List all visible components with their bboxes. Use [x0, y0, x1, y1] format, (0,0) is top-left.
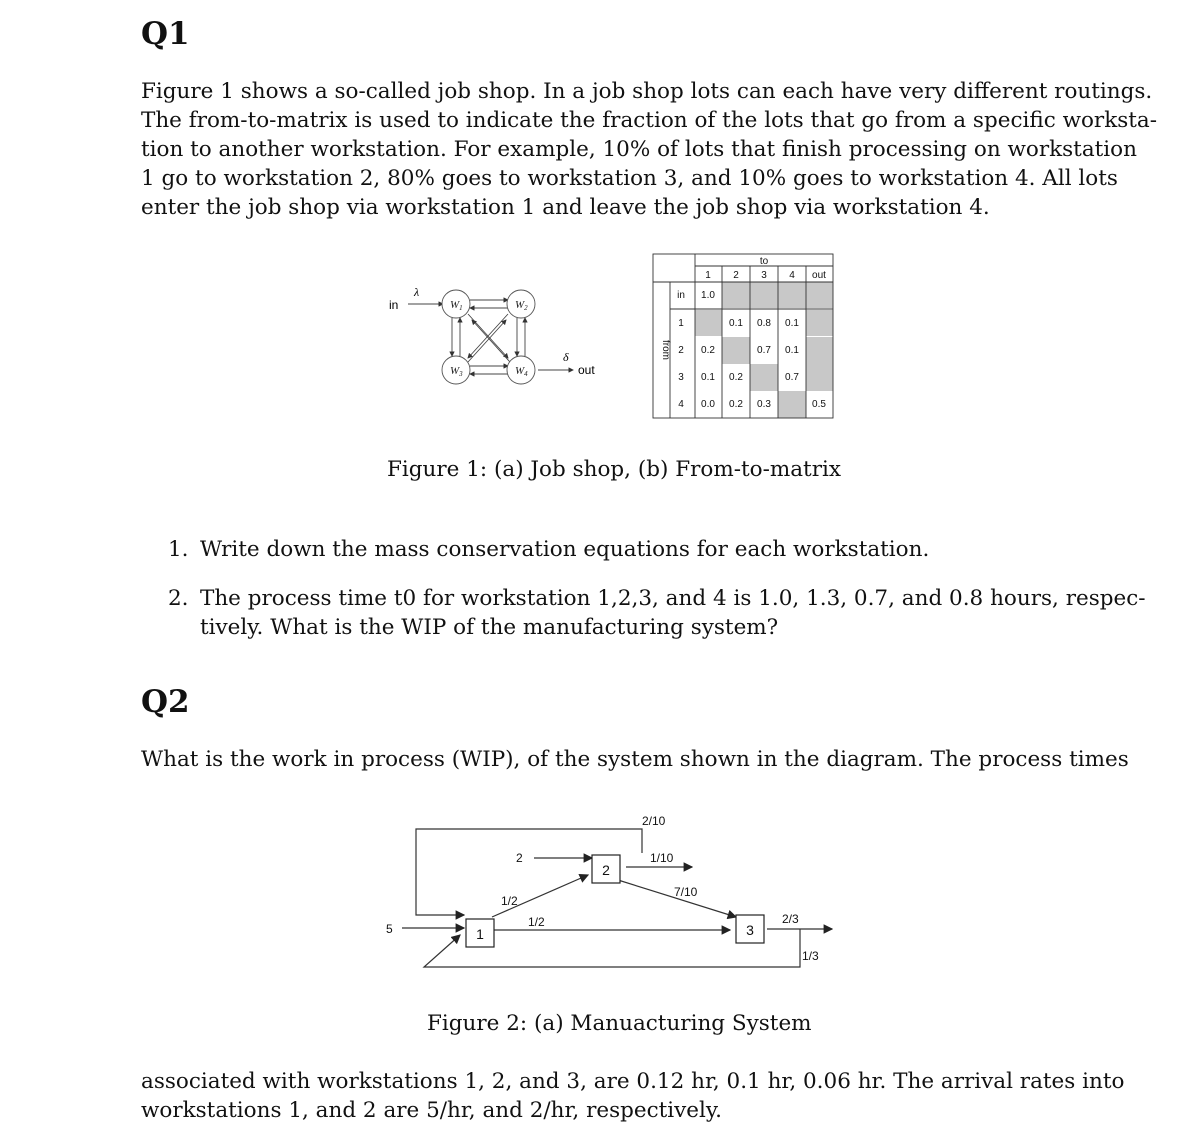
matrix-cell: 0.8: [757, 318, 771, 329]
lambda-label: λ: [414, 285, 420, 299]
matrix-cell: 0.7: [757, 345, 771, 356]
matrix-cell: 0.2: [701, 345, 715, 356]
matrix-cell: 0.5: [812, 399, 826, 410]
intro-line: What is the work in process (WIP), of the system shown in the diagram. The process times: [141, 747, 1129, 772]
question-text: Write down the mass conservation equations for each workstation.: [200, 537, 930, 562]
flow-label: 7/10: [674, 885, 698, 899]
matrix-cell: 1.0: [701, 290, 715, 301]
intro-line: 1 go to workstation 2, 80% goes to workstation 3, and 10% goes to workstation 4. All lots: [141, 166, 1118, 191]
node-label: W4: [515, 365, 528, 378]
matrix-col-header: out: [812, 270, 826, 281]
question-number: 1.: [168, 537, 189, 562]
matrix-from-label: from: [660, 340, 671, 360]
q2-closing: [141, 1067, 1125, 1125]
figure-2-caption: Figure 2: (a) Manuacturing System: [427, 1011, 812, 1036]
question-text: tively. What is the WIP of the manufacturing system?: [200, 615, 779, 640]
matrix-row-label: in: [677, 290, 685, 301]
intro-line: The from-to-matrix is used to indicate the fraction of the lots that go from a specific worksta-: [141, 108, 1157, 133]
flow-label: 2/3: [782, 912, 799, 926]
question-item: [168, 535, 1078, 564]
matrix-cell: 0.3: [757, 399, 771, 410]
matrix-col-header: 1: [705, 270, 711, 281]
node-label: W3: [450, 365, 463, 378]
closing-line: workstations 1, and 2 are 5/hr, and 2/hr, respectively.: [141, 1098, 723, 1123]
matrix-row-label: 1: [678, 318, 684, 329]
workstation-label: 3: [746, 922, 754, 938]
q1-intro: [141, 77, 1157, 222]
matrix-to-label: to: [759, 256, 769, 267]
q1-heading: Q1: [141, 16, 190, 52]
matrix-row-label: 4: [678, 399, 684, 410]
workstation-label: 2: [602, 862, 610, 878]
matrix-cell: 0.1: [785, 345, 799, 356]
question-number: 2.: [168, 586, 189, 611]
matrix-cell: 0.2: [729, 372, 743, 383]
flow-label: 2/10: [642, 814, 666, 828]
matrix-cell: 0.1: [785, 318, 799, 329]
matrix-cell: 0.0: [701, 399, 715, 410]
jobshop-out-label: out: [578, 363, 595, 377]
figure-1-caption: Figure 1: (a) Job shop, (b) From-to-matrix: [387, 457, 841, 482]
intro-line: Figure 1 shows a so-called job shop. In a job shop lots can each have very different routings.: [141, 79, 1153, 104]
manufacturing-diagram: [380, 805, 840, 975]
flow-label: 2: [516, 851, 523, 865]
matrix-cell: 0.1: [729, 318, 743, 329]
question-item: [168, 584, 1146, 642]
delta-label: δ: [563, 350, 569, 364]
q2-heading: Q2: [141, 684, 190, 720]
flow-label: 1/10: [650, 851, 674, 865]
flow-label: 1/3: [802, 949, 819, 963]
matrix-row-label: 3: [678, 372, 684, 383]
node-label: W2: [515, 299, 528, 312]
matrix-cell: 0.2: [729, 399, 743, 410]
from-to-matrix: [650, 252, 840, 422]
q2-intro: [141, 745, 1129, 774]
matrix-cell: 0.1: [701, 372, 715, 383]
jobshop-diagram: [380, 278, 610, 388]
matrix-col-header: 2: [733, 270, 739, 281]
node-label: W1: [450, 299, 463, 312]
jobshop-in-label: in: [389, 298, 399, 312]
matrix-row-label: 2: [678, 345, 684, 356]
question-text: The process time t0 for workstation 1,2,3, and 4 is 1.0, 1.3, 0.7, and 0.8 hours, respec-: [200, 586, 1146, 611]
flow-label: 5: [386, 922, 393, 936]
matrix-col-header: 4: [789, 270, 795, 281]
flow-label: 1/2: [528, 915, 545, 929]
closing-line: associated with workstations 1, 2, and 3, are 0.12 hr, 0.1 hr, 0.06 hr. The arrival rates into: [141, 1069, 1125, 1094]
intro-line: tion to another workstation. For example, 10% of lots that finish processing on workstation: [141, 137, 1137, 162]
matrix-col-header: 3: [761, 270, 767, 281]
intro-line: enter the job shop via workstation 1 and leave the job shop via workstation 4.: [141, 195, 990, 220]
flow-label: 1/2: [501, 894, 518, 908]
matrix-cell: 0.7: [785, 372, 799, 383]
workstation-label: 1: [476, 926, 484, 942]
